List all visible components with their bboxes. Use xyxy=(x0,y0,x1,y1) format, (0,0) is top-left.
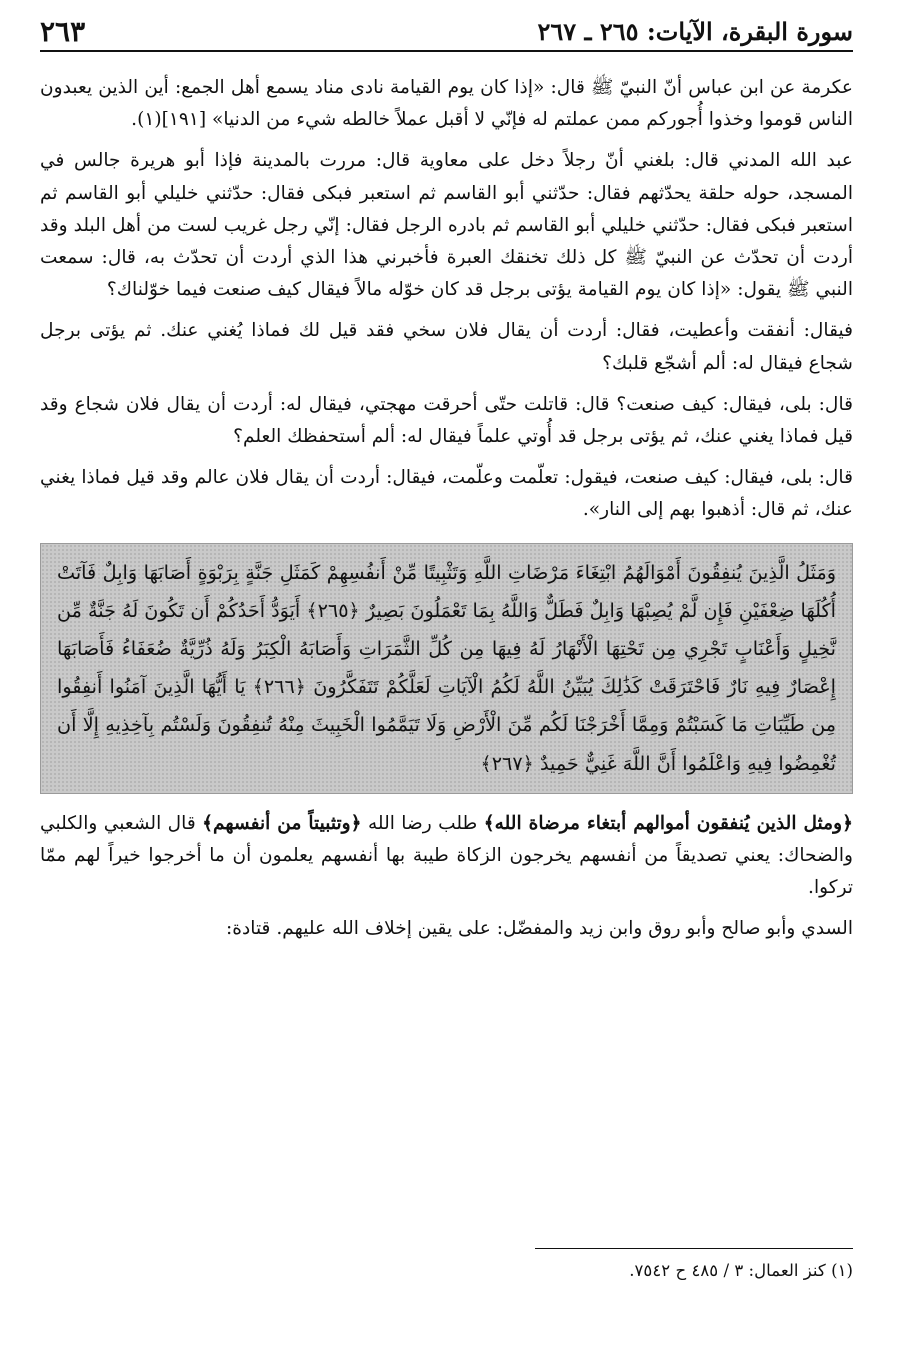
page-header xyxy=(40,12,853,52)
commentary-text-mid: طلب رضا الله xyxy=(361,812,484,834)
paragraph-4: قال: بلى، فيقال: كيف صنعت؟ قال: قاتلت حتّى أحرقت مهجتي، فيقال له: أردت أن يقال فلان شجاع وقد قيل فماذا يغني عنك، ثم يؤتى برجل قد أُوتي علماً فيقال له: ألم أستحفظك العلم؟ xyxy=(40,393,853,448)
quran-verse-box xyxy=(40,543,853,794)
commentary-text-rest: قال الشعبي والكلبي والضحاك: يعني تصديقاً من أنفسهم يخرجون الزكاة طيبة بها أنفسهم يعلمون أن ما أخرجوا خيراً لهم ممّا تركوا. xyxy=(40,812,853,899)
commentary-paragraph-2: السدي وأبو صالح وأبو روق وابن زيد والمفضّل: على يقين إخلاف الله عليهم. قتادة: xyxy=(226,918,853,940)
footnote: (١) كنز العمال: ٣ / ٤٨٥ ح ٧٥٤٢. xyxy=(629,1261,853,1280)
paragraph-3: فيقال: أنفقت وأعطيت، فقال: أردت أن يقال فلان سخي فقد قيل لك فماذا يُغني عنك. ثم يؤتى برجل شجاع فيقال له: ألم أشجّع قلبك؟ xyxy=(40,320,853,374)
paragraph-5: قال: بلى، فيقال: كيف صنعت، فيقول: تعلّمت وعلّمت، فيقال: أردت أن يقال فلان عالم وقد قيل فماذا يغني عنك، ثم قال: أذهبوا بهم إلى النار». xyxy=(40,467,853,521)
page-number: ٢٦٣ xyxy=(40,14,86,48)
verse-quote-2: ﴿وتثبيتاً من أنفسهم﴾ xyxy=(202,812,362,834)
page-body xyxy=(40,72,853,955)
quran-verses: وَمَثَلُ الَّذِينَ يُنفِقُونَ أَمْوَالَهُمُ ابْتِغَاءَ مَرْضَاتِ اللَّهِ وَتَثْبِيتًا مِّنْ أَنفُسِهِمْ كَمَثَلِ جَنَّةٍ بِرَبْوَةٍ أَصَابَهَا وَابِلٌ فَآتَتْ أُكُلَهَا ضِعْفَيْنِ فَإِن لَّمْ يُصِبْهَا وَابِلٌ فَطَلٌّ وَاللَّهُ بِمَا تَعْمَلُونَ بَصِيرٌ ﴿٢٦٥﴾ أَيَوَدُّ أَحَدُكُمْ أَن تَكُونَ لَهُ جَنَّةٌ مِّن نَّخِيلٍ وَأَعْنَابٍ تَجْرِي مِن تَحْتِهَا الْأَنْهَارُ لَهُ فِيهَا مِن كُلِّ الثَّمَرَاتِ وَأَصَابَهُ الْكِبَرُ وَلَهُ ذُرِّيَّةٌ ضُعَفَاءُ فَأَصَابَهَا إِعْصَارٌ فِيهِ نَارٌ فَاحْتَرَقَتْ كَذَٰلِكَ يُبَيِّنُ اللَّهُ لَكُمُ الْآيَاتِ لَعَلَّكُمْ تَتَفَكَّرُونَ ﴿٢٦٦﴾ يَا أَيُّهَا الَّذِينَ آمَنُوا أَنفِقُوا مِن طَيِّبَاتِ مَا كَسَبْتُمْ وَمِمَّا أَخْرَجْنَا لَكُم مِّنَ الْأَرْضِ وَلَا تَيَمَّمُوا الْخَبِيثَ مِنْهُ تُنفِقُونَ وَلَسْتُم بِآخِذِيهِ إِلَّا أَن تُغْمِضُوا فِيهِ وَاعْلَمُوا أَنَّ اللَّهَ غَنِيٌّ حَمِيدٌ ﴿٢٦٧﴾ xyxy=(57,560,836,775)
paragraph-1: عكرمة عن ابن عباس أنّ النبيّ ﷺ قال: «إذا كان يوم القيامة نادى مناد يسمع أهل الجمع: أين الذين يعبدون الناس قوموا وخذوا أُجوركم ممن عملتم له فإنّي لا أقبل عملاً خالطه شيء من الدنيا» [١٩١](١). xyxy=(40,77,853,131)
footnote-divider xyxy=(535,1248,853,1249)
verse-quote-1: ﴿ومثل الذين يُنفقون أموالهم أبتغاء مرضاة الله﴾ xyxy=(483,812,853,834)
running-title: سورة البقرة، الآيات: ٢٦٥ ـ ٢٦٧ xyxy=(537,16,853,46)
commentary-paragraph-1 xyxy=(40,808,853,905)
paragraph-2: عبد الله المدني قال: بلغني أنّ رجلاً دخل على معاوية قال: مررت بالمدينة فإذا أبو هريرة جالس في المسجد، حوله حلقة يحدّثهم فقال: حدّثني أبو القاسم ثم استعبر فبكى فقال: حدّثني خليلي أبو القاسم ثم استعبر فبكى فقال: حدّثني خليلي أبو القاسم ثم بادره الرجل فقال: إنّي رجل غريب لست من أهل البلد وقد أردت أن تحدّث عن النبيّ ﷺ كل ذلك تخنقك العبرة فأخبرني هذا الذي أردت أن تحدّث به، قال: سمعت النبي ﷺ يقول: «إذا كان يوم القيامة يؤتى برجل قد كان خوّله مالاً فيقال كيف صنعت فيما خوّلناك؟ xyxy=(40,150,853,301)
